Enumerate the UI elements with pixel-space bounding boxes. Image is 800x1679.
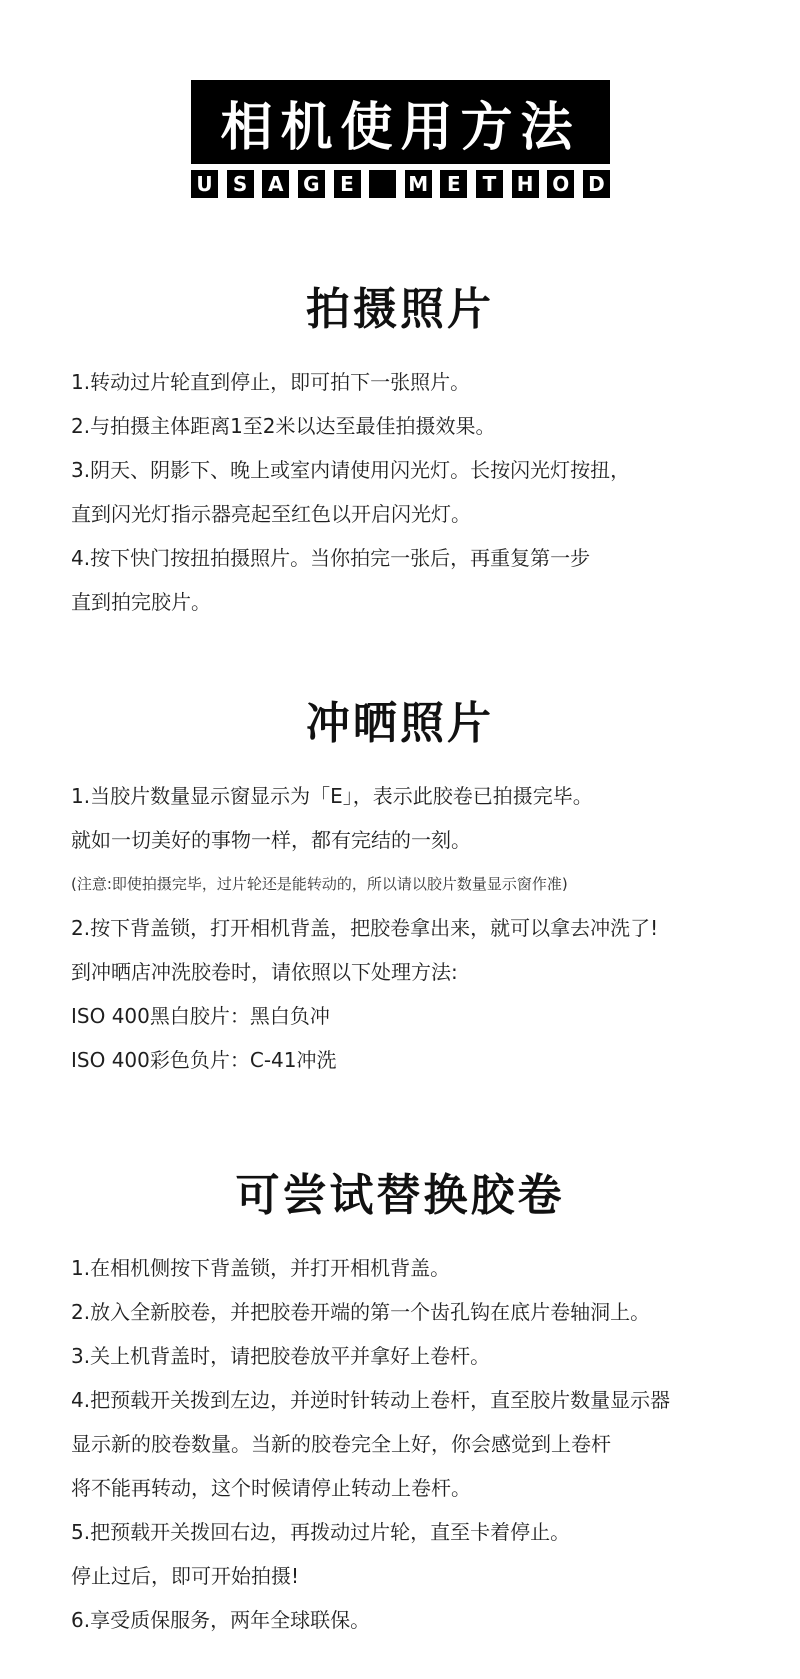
section-developing-lines — [71, 774, 771, 1082]
note-line: (注意:即使拍摄完毕，过片轮还是能转动的，所以请以胶片数量显示窗作准) — [71, 875, 568, 893]
instruction-line: 停止过后，即可开始拍摄! — [71, 1564, 300, 1588]
subtitle-letter: O — [547, 170, 574, 198]
instruction-line: 3.阴天、阴影下、晚上或室内请使用闪光灯。长按闪光灯按扭， — [71, 458, 631, 482]
section-shooting — [0, 282, 800, 338]
instruction-line: 4.把预载开关拨到左边，并逆时针转动上卷杆，直至胶片数量显示器 — [71, 1388, 671, 1412]
instruction-line: 4.按下快门按扭拍摄照片。当你拍完一张后，再重复第一步 — [71, 546, 591, 570]
section-title: 冲晒照片 — [306, 698, 494, 749]
instruction-line: 到冲晒店冲洗胶卷时，请依照以下处理方法: — [71, 960, 458, 984]
subtitle-letter: E — [334, 170, 361, 198]
instruction-line: 6.享受质保服务，两年全球联保。 — [71, 1608, 371, 1632]
subtitle-letter: T — [476, 170, 503, 198]
instruction-line: 1.当胶片数量显示窗显示为「E」，表示此胶卷已拍摄完毕。 — [71, 784, 593, 808]
subtitle-letter: E — [440, 170, 467, 198]
subtitle-spacer — [369, 170, 396, 198]
subtitle-letter: U — [191, 170, 218, 198]
instruction-line: 直到闪光灯指示器亮起至红色以开启闪光灯。 — [71, 502, 471, 526]
page-subtitle — [191, 170, 610, 198]
instruction-line: ISO 400黑白胶片：黑白负冲 — [71, 1004, 330, 1028]
page-title: 相机使用方法 — [191, 80, 610, 164]
subtitle-letter: D — [583, 170, 610, 198]
section-replace-film-lines — [71, 1246, 771, 1642]
instruction-line: 就如一切美好的事物一样，都有完结的一刻。 — [71, 828, 471, 852]
section-title: 可尝试替换胶卷 — [235, 1170, 565, 1221]
subtitle-letter: M — [405, 170, 432, 198]
instruction-line: ISO 400彩色负片：C-41冲洗 — [71, 1048, 337, 1072]
instruction-line: 2.放入全新胶卷，并把胶卷开端的第一个齿孔钩在底片卷轴洞上。 — [71, 1300, 651, 1324]
subtitle-letter: H — [512, 170, 539, 198]
instruction-line: 1.在相机侧按下背盖锁，并打开相机背盖。 — [71, 1256, 451, 1280]
section-replace-film — [0, 1168, 800, 1224]
instruction-line: 3.关上机背盖时，请把胶卷放平并拿好上卷杆。 — [71, 1344, 491, 1368]
section-title: 拍摄照片 — [306, 284, 494, 335]
subtitle-letter: G — [298, 170, 325, 198]
instruction-line: 将不能再转动，这个时候请停止转动上卷杆。 — [71, 1476, 471, 1500]
header-block — [191, 80, 610, 198]
instruction-line: 2.与拍摄主体距离1至2米以达至最佳拍摄效果。 — [71, 414, 496, 438]
subtitle-letter: S — [227, 170, 254, 198]
instruction-line: 5.把预载开关拨回右边，再拨动过片轮，直至卡着停止。 — [71, 1520, 571, 1544]
instruction-line: 直到拍完胶片。 — [71, 590, 211, 614]
section-developing — [0, 696, 800, 752]
instruction-line: 2.按下背盖锁，打开相机背盖，把胶卷拿出来，就可以拿去冲洗了! — [71, 916, 659, 940]
instruction-line: 1.转动过片轮直到停止，即可拍下一张照片。 — [71, 370, 471, 394]
instruction-line: 显示新的胶卷数量。当新的胶卷完全上好，你会感觉到上卷杆 — [71, 1432, 611, 1456]
section-shooting-lines — [71, 360, 771, 624]
subtitle-letter: A — [262, 170, 289, 198]
